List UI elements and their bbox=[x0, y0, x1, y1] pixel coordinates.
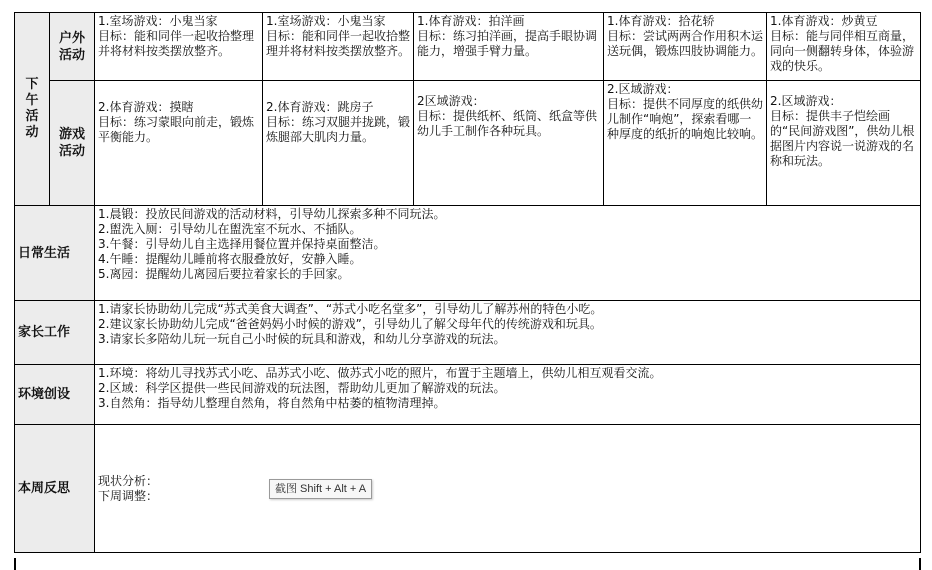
game-cell-day2 bbox=[263, 81, 414, 206]
outdoor-cell-day4 bbox=[604, 13, 767, 81]
weekly-plan-table bbox=[14, 12, 921, 553]
game-day1-title: 2.体育游戏：摸瞎 bbox=[98, 100, 194, 114]
outdoor-day2-title: 1.室场游戏：小鬼当家 bbox=[266, 14, 386, 28]
outdoor-cell-day5 bbox=[767, 13, 921, 81]
table-bottom-edge bbox=[14, 558, 921, 570]
game-day4-title: 2.区域游戏： bbox=[607, 82, 679, 96]
parent-work-item: 3.请家长多陪幼儿玩一玩自己小时候的玩具和游戏，和幼儿分享游戏的玩法。 bbox=[98, 332, 506, 346]
outdoor-day3-goal: 目标：练习拍洋画，提高手眼协调能力，增强手臂力量。 bbox=[417, 29, 598, 58]
afternoon-game-row bbox=[15, 81, 921, 206]
reflection-header bbox=[15, 425, 95, 553]
game-day2-goal: 目标：练习双腿并拢跳，锻炼腿部大肌肉力量。 bbox=[266, 115, 411, 144]
adjust-label: 下周调整： bbox=[98, 488, 159, 503]
outdoor-day4-title: 1.体育游戏：拾花轿 bbox=[607, 14, 715, 28]
outdoor-cell-day3 bbox=[414, 13, 604, 81]
outdoor-day5-goal: 目标：能与同伴相互商量，同向一侧翻转身体，体验游戏的快乐。 bbox=[770, 29, 915, 73]
environment-content bbox=[95, 365, 921, 425]
afternoon-header bbox=[15, 13, 50, 206]
daily-life-item: 4.午睡：提醒幼儿睡前将衣服叠放好，安静入睡。 bbox=[98, 252, 362, 266]
outdoor-label: 户外活动 bbox=[58, 30, 85, 63]
game-day5-title: 2.区域游戏： bbox=[770, 94, 842, 108]
game-label: 游戏活动 bbox=[58, 127, 85, 159]
parent-work-row bbox=[15, 301, 921, 365]
game-day3-title: 2区域游戏： bbox=[417, 94, 485, 108]
daily-life-item: 3.午餐：引导幼儿自主选择用餐位置并保持桌面整洁。 bbox=[98, 237, 386, 251]
environment-item: 2.区域：科学区提供一些民间游戏的玩法图，帮助幼儿更加了解游戏的玩法。 bbox=[98, 381, 506, 395]
afternoon-label: 下午活动 bbox=[25, 77, 39, 140]
environment-item: 1.环境：将幼儿寻找苏式小吃、品苏式小吃、做苏式小吃的照片，布置于主题墙上，供幼儿相互观看交流。 bbox=[98, 366, 662, 380]
environment-row bbox=[15, 365, 921, 425]
game-cell-day3 bbox=[414, 81, 604, 206]
outdoor-header bbox=[50, 13, 95, 81]
outdoor-cell-day2 bbox=[263, 13, 414, 81]
parent-work-item: 2.建议家长协助幼儿完成“爸爸妈妈小时候的游戏”，引导幼儿了解父母年代的传统游戏和玩具。 bbox=[98, 317, 602, 331]
daily-life-content bbox=[95, 206, 921, 301]
game-cell-day5 bbox=[767, 81, 921, 206]
outdoor-day1-title: 1.室场游戏：小鬼当家 bbox=[98, 14, 218, 28]
game-day4-goal: 目标：提供不同厚度的纸供幼儿制作“响炮”，探索看哪一种厚度的纸折的响炮比较响。 bbox=[607, 97, 764, 141]
game-day1-goal: 目标：练习蒙眼向前走，锻炼平衡能力。 bbox=[98, 115, 255, 144]
environment-label: 环境创设 bbox=[18, 387, 71, 402]
game-cell-day4 bbox=[604, 81, 767, 206]
parent-work-label: 家长工作 bbox=[18, 325, 71, 340]
tooltip-text: 截图 Shift + Alt + A bbox=[275, 483, 367, 495]
game-cell-day1 bbox=[95, 81, 263, 206]
game-day2-title: 2.体育游戏：跳房子 bbox=[266, 100, 374, 114]
parent-work-header bbox=[15, 301, 95, 365]
daily-life-item: 2.盥洗入厕：引导幼儿在盥洗室不玩水、不插队。 bbox=[98, 222, 362, 236]
daily-life-item: 1.晨锻：投放民间游戏的活动材料，引导幼儿探索多种不同玩法。 bbox=[98, 207, 446, 221]
analysis-label: 现状分析： bbox=[98, 473, 159, 488]
outdoor-cell-day1 bbox=[95, 13, 263, 81]
game-header bbox=[50, 81, 95, 206]
outdoor-day5-title: 1.体育游戏：炒黄豆 bbox=[770, 14, 878, 28]
environment-item: 3.自然角：指导幼儿整理自然角，将自然角中枯萎的植物清理掉。 bbox=[98, 396, 446, 410]
parent-work-item: 1.请家长协助幼儿完成“苏式美食大调查”、“苏式小吃名堂多”，引导幼儿了解苏州的特色小吃。 bbox=[98, 302, 603, 316]
outdoor-day4-goal: 目标：尝试两两合作用积木运送玩偶，锻炼四肢协调能力。 bbox=[607, 29, 764, 58]
game-day5-goal: 目标：提供丰子恺绘画的“民间游戏图”，供幼儿根据图片内容说一说游戏的名称和玩法。 bbox=[770, 109, 915, 168]
reflection-row bbox=[15, 425, 921, 553]
reflection-content[interactable] bbox=[95, 425, 921, 553]
daily-life-row bbox=[15, 206, 921, 301]
outdoor-day1-goal: 目标：能和同伴一起收拾整理并将材料按类摆放整齐。 bbox=[98, 29, 255, 58]
game-day3-goal: 目标：提供纸杯、纸筒、纸盒等供幼儿手工制作各种玩具。 bbox=[417, 109, 598, 138]
daily-life-label: 日常生活 bbox=[18, 245, 71, 261]
reflection-label: 本周反思 bbox=[18, 481, 71, 496]
afternoon-outdoor-row bbox=[15, 13, 921, 81]
outdoor-day3-title: 1.体育游戏：拍洋画 bbox=[417, 14, 525, 28]
daily-life-item: 5.离园：提醒幼儿离园后要拉着家长的手回家。 bbox=[98, 267, 350, 281]
outdoor-day2-goal: 目标：能和同伴一起收拾整理并将材料按类摆放整齐。 bbox=[266, 29, 411, 58]
screenshot-shortcut-tooltip bbox=[269, 479, 372, 499]
environment-header bbox=[15, 365, 95, 425]
parent-work-content bbox=[95, 301, 921, 365]
daily-life-header bbox=[15, 206, 95, 301]
